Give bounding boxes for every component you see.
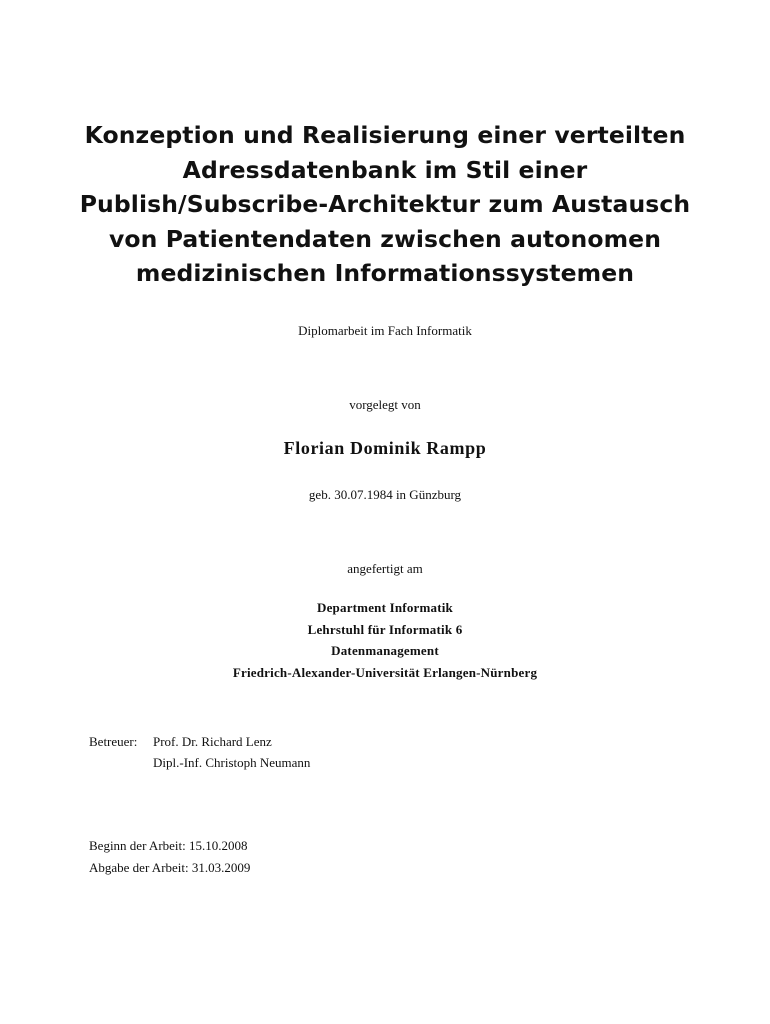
thesis-title-line-5: medizinischen Informationssystemen	[135, 259, 635, 287]
prepared-at-label: angefertigt am	[347, 561, 423, 576]
institution-block	[0, 597, 770, 683]
supervisor-name-2: Dipl.-Inf. Christoph Neumann	[153, 755, 311, 770]
university-name: Friedrich-Alexander-Universität Erlangen-Nürnberg	[232, 664, 538, 680]
thesis-title-line-4: von Patientendaten zwischen autonomen	[108, 224, 662, 253]
thesis-title-line-1: Konzeption und Realisierung einer verteilten	[84, 121, 686, 149]
thesis-type: Diplomarbeit im Fach Informatik	[298, 323, 472, 338]
thesis-title	[60, 118, 710, 291]
thesis-title-line-3: Publish/Subscribe-Architektur zum Austausch	[79, 190, 691, 218]
supervisor-name-1: Prof. Dr. Richard Lenz	[153, 734, 272, 749]
author-name: Florian Dominik Rampp	[283, 438, 487, 458]
supervisor-label: Betreuer:	[89, 734, 138, 749]
birth-info: geb. 30.07.1984 in Günzburg	[308, 487, 462, 502]
submission-date: Abgabe der Arbeit: 31.03.2009	[89, 860, 251, 875]
group-name: Datenmanagement	[331, 643, 439, 658]
department-name: Department Informatik	[317, 600, 453, 615]
thesis-title-line-2: Adressdatenbank im Stil einer	[182, 155, 588, 184]
start-date: Beginn der Arbeit: 15.10.2008	[89, 838, 248, 853]
chair-name: Lehrstuhl für Informatik 6	[307, 621, 463, 637]
submitted-by-label: vorgelegt von	[349, 397, 421, 412]
